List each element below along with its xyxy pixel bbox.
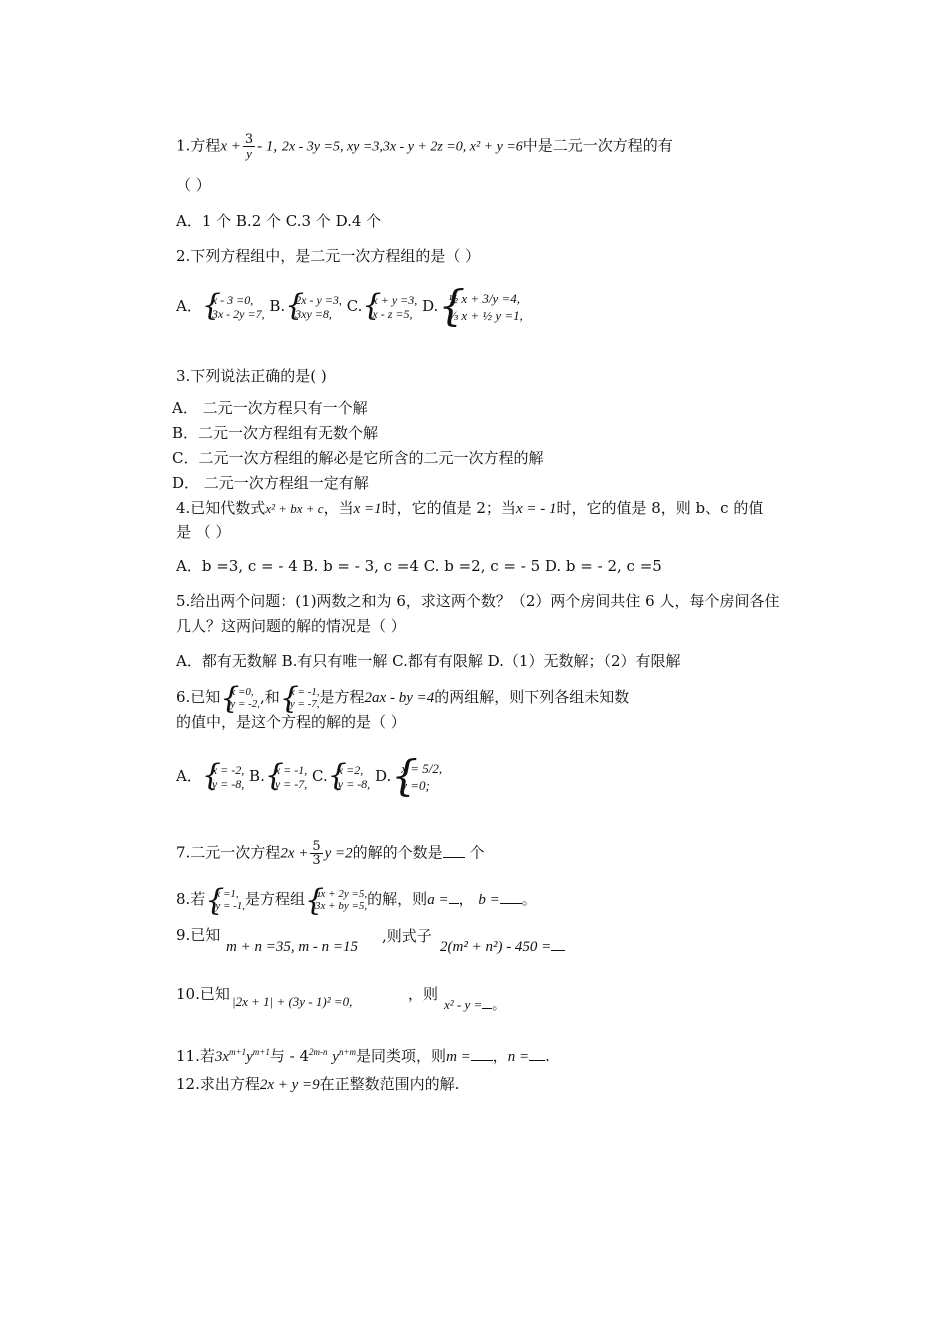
q11-n-label: n =: [507, 1049, 530, 1065]
q11-term2-y: y: [332, 1049, 339, 1065]
q11-n-blank[interactable]: [529, 1046, 545, 1061]
q6-text-b: ,和: [260, 688, 280, 706]
q2-b-eq2: 3xy =8,: [295, 307, 332, 321]
q6-a-label: A．: [176, 767, 202, 785]
q10-condition: [232, 992, 352, 1013]
q4-line2: 是 （ ）: [176, 523, 231, 541]
q10-text-c: 。: [492, 998, 506, 1013]
question-7: [176, 840, 484, 867]
q2-a-label: A．: [176, 297, 202, 315]
q2-a-eq1: { x - 3 =0,: [211, 293, 254, 307]
q6-c-x: { x =2,: [337, 763, 364, 777]
q9-answer-blank[interactable]: [551, 936, 565, 951]
q7-eq-b: y =2: [324, 845, 353, 862]
q1-options: A．1 个 B.2 个 C.3 个 D.4 个: [176, 212, 382, 230]
q10-expr: x² - y =: [444, 997, 483, 1012]
q9-expression-line: [440, 936, 565, 957]
q7-eq-a: 2x +: [280, 845, 309, 862]
q2-d-label: D.: [422, 297, 439, 315]
q8-s-x: { x =1,: [215, 888, 239, 900]
q1-frac-den: y: [246, 146, 252, 161]
q7-frac-den: 3: [312, 853, 321, 868]
q8-text-e: 。: [521, 890, 537, 908]
q11-term1: 3x: [214, 1049, 230, 1065]
q2-a-system: [202, 293, 265, 321]
question-5-line1: 5.给出两个问题：(1)两数之和为 6，求这两个数？（2）两个房间共住 6 人，每个房间各住: [176, 592, 780, 610]
q9-cond: m + n =35, m - n =15: [226, 939, 359, 955]
q12-text-a: 12.求出方程: [176, 1075, 260, 1093]
q6-d-label: D.: [374, 767, 392, 785]
q6-s2-x: { x = -1,: [289, 686, 320, 698]
q2-d-system: [438, 290, 523, 324]
q8-text-a: 8.若: [176, 890, 206, 908]
q6-d-system: [391, 760, 442, 794]
q7-fraction: [310, 840, 322, 867]
q1-frac-num: 3: [244, 132, 254, 147]
q8-eq2: 3x + by =5,: [315, 900, 368, 912]
q11-m-blank[interactable]: [471, 1046, 493, 1061]
q6-c-system: [328, 763, 370, 791]
q10-cond: |2x + 1| + (3y - 1)² =0,: [232, 994, 353, 1009]
q2-b-label: B.: [269, 297, 286, 315]
q11-term1-exp2: m+1: [252, 1047, 270, 1057]
q7-text-a: 7.二元一次方程: [176, 843, 281, 862]
q11-m-label: m =: [446, 1049, 471, 1065]
q4-text-d: 时，它的值是 8，则 b、c 的值: [556, 499, 764, 517]
q4-options: A．b =3, c = - 4 B. b = - 3, c =4 C. b =2, c = - 5 D. b = - 2, c =5: [176, 557, 662, 575]
question-9: [176, 925, 220, 945]
q10-text-a: 10.已知: [176, 985, 230, 1003]
q6-options: [176, 760, 442, 794]
q8-solution: [205, 888, 245, 912]
q6-d-x: { x = 5/2,: [401, 761, 443, 776]
q7-frac-num: 5: [312, 839, 321, 854]
q7-text-b: 的解的个数是: [352, 843, 443, 862]
q10-expression-line: [444, 994, 505, 1016]
q12-text-b: 在正整数范围内的解.: [319, 1075, 460, 1093]
q6-line2: 的值中，是这个方程的解的是（ ）: [176, 713, 406, 731]
q10-answer-blank[interactable]: [482, 994, 492, 1009]
q9-condition: [226, 936, 358, 957]
q6-c-y: y = -8,: [337, 777, 371, 791]
q2-c-eq2: x - z =5,: [372, 307, 413, 321]
q6-a-x: { x = -2,: [211, 763, 245, 777]
q7-text-c: 个: [464, 843, 485, 862]
q8-text-b: 是方程组: [245, 890, 306, 908]
q8-a-label: a =: [427, 892, 449, 908]
q2-d-eq1: { ½ x + 3/y =4,: [448, 291, 521, 306]
q2-c-label: C.: [346, 297, 363, 315]
q2-options: [176, 290, 523, 324]
q6-c-label: C.: [312, 767, 328, 785]
q6-text-c: 是方程: [319, 688, 365, 706]
q9-text-a: 9.已知: [176, 926, 221, 944]
q6-s2-y: y = -7,: [289, 698, 320, 710]
q8-text-c: 的解，则: [367, 890, 428, 908]
question-10: [176, 984, 230, 1004]
q6-d-y: y =0;: [401, 778, 430, 793]
q2-c-system: [362, 293, 417, 321]
q3-option-a: A． 二元一次方程只有一个解: [172, 399, 368, 417]
q11-term1-exp1: m+1: [229, 1047, 247, 1057]
q11-text-d: ，: [492, 1047, 508, 1065]
question-2-stem: 2.下列方程组中，是二元一次方程组的是（ ）: [176, 247, 481, 265]
q4-cond2: x = - 1: [515, 501, 557, 517]
q6-b-system: [265, 763, 307, 791]
q6-a-y: y = -8,: [211, 777, 245, 791]
q5-line2: 几人？这两问题的解的情况是（ ）: [176, 617, 406, 635]
q5-options: A．都有无数解 B.有只有唯一解 C.都有有限解 D.（1）无数解；（2）有限解: [176, 652, 681, 670]
q2-c-eq1: { x + y =3,: [372, 293, 418, 307]
q4-text-c: 时，它的值是 2；当: [381, 499, 516, 517]
question-1: [176, 133, 673, 160]
q3-option-b: B．二元一次方程组有无数个解: [172, 424, 379, 442]
q11-text-e: .: [545, 1047, 550, 1065]
q12-equation: 2x + y =9: [259, 1077, 320, 1093]
q9-expr: 2(m² + n²) - 450 =: [440, 939, 552, 955]
q8-s-y: y = -1,: [215, 900, 246, 912]
q7-answer-blank[interactable]: [443, 843, 465, 858]
q1-suffix: 中是二元一次方程的有: [522, 136, 673, 155]
q6-b-label: B.: [249, 767, 265, 785]
question-8: [176, 888, 537, 912]
q11-text-c: 是同类项，则: [356, 1047, 447, 1065]
q1-eq1-b: - 1,: [257, 138, 278, 155]
q11-term2-exp2: n+m: [338, 1047, 357, 1057]
q8-system: [305, 888, 367, 912]
q2-b-eq1: { 2x - y =3,: [295, 293, 342, 307]
q6-a-system: [202, 763, 244, 791]
q6-text-d: 的两组解，则下列各组未知数: [434, 688, 630, 706]
q6-b-y: y = -7,: [274, 777, 308, 791]
q6-text-a: 6.已知: [176, 688, 221, 706]
q1-equations: 2x - 3y =5, xy =3,3x - y + 2z =0, x² + y =6: [281, 139, 523, 155]
q10-text-b: ，则: [408, 985, 439, 1003]
q6-b-x: { x = -1,: [274, 763, 308, 777]
q8-b-label: b =: [478, 892, 500, 908]
q6-solution2: [280, 686, 320, 710]
q8-a-blank[interactable]: [449, 889, 459, 904]
question-3-stem: 3.下列说法正确的是( ): [176, 367, 327, 385]
q3-option-c: C．二元一次方程组的解必是它所含的二元一次方程的解: [172, 449, 544, 467]
q2-a-eq2: 3x - 2y =7,: [211, 307, 265, 321]
q6-s1-x: { x =0,: [230, 686, 254, 698]
question-6-line1: [176, 686, 629, 710]
q6-equation: 2ax - by =4: [364, 690, 435, 706]
q11-text-a: 11.若: [176, 1047, 215, 1065]
q3-option-d: D． 二元一次方程组一定有解: [172, 474, 369, 492]
q6-s1-y: y = -2,: [230, 698, 261, 710]
q2-b-system: [285, 293, 342, 321]
question-4-line1: [176, 498, 763, 519]
q8-b-blank[interactable]: [500, 889, 522, 904]
q6-solution1: [220, 686, 260, 710]
question-11: [176, 1042, 550, 1067]
q11-text-b: 与 - 4: [269, 1047, 310, 1065]
q11-term1-y: y: [246, 1049, 253, 1065]
q11-term2-exp1: 2m-n: [309, 1047, 328, 1057]
q4-cond1: x =1: [353, 501, 382, 517]
q4-text-a: 4.已知代数式: [176, 499, 266, 517]
q8-eq1: { ax + 2y =5,: [315, 888, 368, 900]
q1-eq1-a: x +: [220, 138, 241, 155]
q9-text-b: ,则式子: [382, 927, 432, 945]
question-12: [176, 1074, 459, 1095]
q1-prefix: 1.方程: [176, 136, 221, 155]
q2-d-eq2: ⅓ x + ½ y =1,: [448, 308, 523, 323]
q4-text-b: ，当: [323, 499, 354, 517]
q1-fraction: [243, 133, 255, 160]
q1-paren: （ ）: [176, 176, 211, 194]
q8-text-d: ，: [458, 890, 474, 908]
q4-expression: x² + bx + c: [265, 501, 324, 516]
